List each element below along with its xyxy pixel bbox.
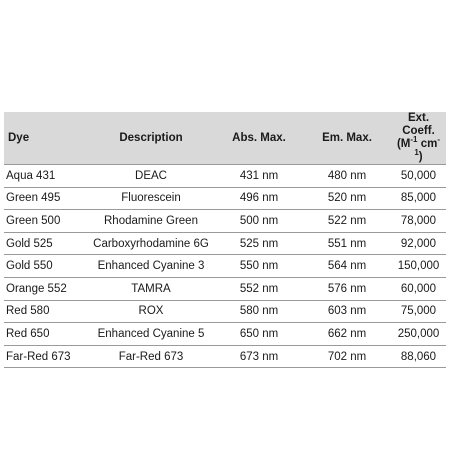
header-description: Description [119,131,183,144]
header-row [4,112,446,165]
cell-abs-max: 525 nm [239,237,279,250]
cell-abs-max: 673 nm [239,350,279,363]
cell-em-max: 662 nm [327,327,367,340]
header-ext-coeff-sup-2: -1 [414,135,441,158]
cell-abs-max: 650 nm [239,327,279,340]
header-ext-coeff-unit-open: (M [396,138,411,150]
header-abs-max: Abs. Max. [232,131,286,144]
cell-em-max: 551 nm [327,237,367,250]
cell-description: DEAC [135,169,167,182]
header-dye: Dye [8,131,30,144]
cell-dye: Far-Red 673 [6,350,71,363]
cell-abs-max: 552 nm [239,282,279,295]
cell-description: Enhanced Cyanine 5 [97,327,205,340]
cell-em-max: 603 nm [327,305,367,318]
cell-dye: Orange 552 [6,282,67,295]
table-body [4,165,446,368]
table-row [4,300,446,323]
cell-dye: Aqua 431 [6,169,56,182]
dye-table-container [4,112,446,368]
cell-description: Fluorescein [121,192,181,205]
cell-abs-max: 550 nm [239,260,279,273]
cell-em-max: 564 nm [327,260,367,273]
cell-dye: Red 580 [6,305,50,318]
cell-abs-max: 500 nm [239,214,279,227]
cell-ext-coeff: 250,000 [397,327,440,340]
table-row [4,277,446,300]
cell-dye: Gold 550 [6,260,53,273]
cell-ext-coeff: 50,000 [400,169,437,182]
cell-ext-coeff: 88,060 [400,350,437,363]
cell-description: ROX [138,305,164,318]
cell-ext-coeff: 60,000 [400,282,437,295]
cell-description: Far-Red 673 [118,350,184,363]
table-row [4,345,446,368]
cell-abs-max: 496 nm [239,192,279,205]
header-ext-coeff-unit-mid: cm [417,138,438,150]
cell-description: TAMRA [131,282,171,295]
cell-ext-coeff: 85,000 [400,192,437,205]
table-row [4,232,446,255]
dye-table [4,112,446,368]
cell-ext-coeff: 150,000 [397,260,440,273]
cell-description: Enhanced Cyanine 3 [97,260,205,273]
cell-em-max: 522 nm [327,214,367,227]
cell-abs-max: 580 nm [239,305,279,318]
table-row [4,255,446,278]
cell-em-max: 576 nm [327,282,367,295]
header-ext-coeff-unit-close: ) [418,151,423,163]
header-ext-coeff-line1: Ext. Coeff. [402,112,435,137]
table-header [4,112,446,165]
header-em-max: Em. Max. [322,131,372,144]
table-row [4,210,446,233]
header-ext-coeff [391,112,446,165]
cell-em-max: 520 nm [327,192,367,205]
cell-dye: Green 500 [6,214,61,227]
cell-em-max: 702 nm [327,350,367,363]
cell-description: Carboxyrhodamine 6G [93,237,209,250]
table-row [4,323,446,346]
table-row [4,165,446,188]
cell-ext-coeff: 92,000 [400,237,437,250]
cell-description: Rhodamine Green [104,214,198,227]
table-row [4,187,446,210]
cell-ext-coeff: 75,000 [400,305,437,318]
header-ext-coeff-sup-1: -1 [410,135,418,145]
cell-dye: Red 650 [6,327,50,340]
cell-ext-coeff: 78,000 [400,214,437,227]
cell-dye: Gold 525 [6,237,53,250]
cell-dye: Green 495 [6,192,61,205]
cell-abs-max: 431 nm [239,169,279,182]
cell-em-max: 480 nm [327,169,367,182]
